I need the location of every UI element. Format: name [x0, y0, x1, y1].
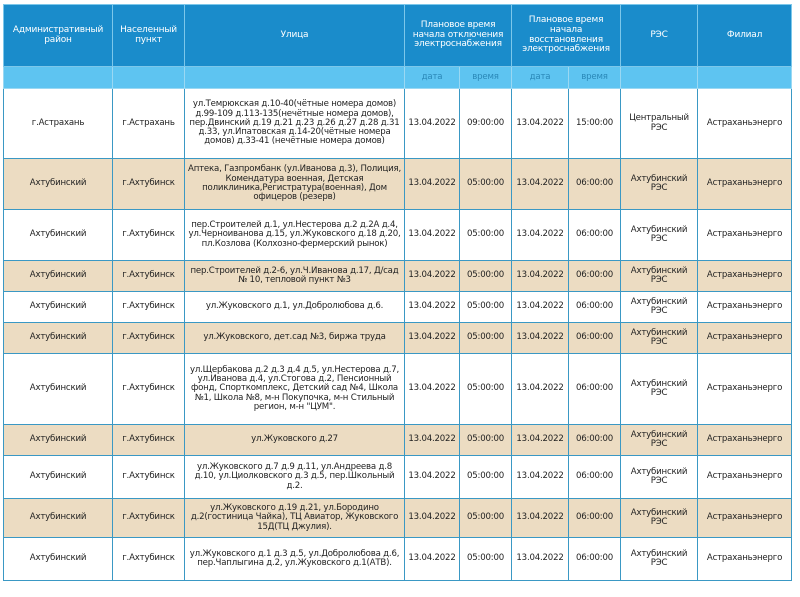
res-cell: Ахтубинский РЭС [621, 292, 698, 323]
subheader-on-time: время [569, 67, 621, 89]
res-cell: Ахтубинский РЭС [621, 354, 698, 425]
locality-cell: г.Ахтубинск [113, 425, 185, 456]
on-time-cell: 06:00:00 [569, 425, 621, 456]
off-date-cell: 13.04.2022 [405, 261, 460, 292]
table-row [4, 499, 792, 538]
off-date-cell: 13.04.2022 [405, 292, 460, 323]
subheader-empty [4, 67, 113, 89]
street-cell: ул.Темрюкская д.10-40(чётные номера домов) д.99-109 д.113-135(нечётные номера домов), пер.Двинский д.19 д.21 д.23 д.26 д.27 д.28 д.31 д.33, ул.Ипатовская д.14-20(чётные номера домов) д.33-41 (нечётные номера домов) [185, 89, 405, 159]
off-date-cell: 13.04.2022 [405, 159, 460, 210]
district-cell: Ахтубинский [4, 354, 113, 425]
off-time-cell: 05:00:00 [460, 456, 512, 499]
street-cell: пер.Строителей д.2-6, ул.Ч.Иванова д.17, Д/сад № 10, тепловой пункт №3 [185, 261, 405, 292]
subheader-off-time: время [460, 67, 512, 89]
branch-cell: Астраханьэнерго [698, 425, 792, 456]
district-cell: Ахтубинский [4, 425, 113, 456]
header-street: Улица [185, 5, 405, 67]
off-date-cell: 13.04.2022 [405, 323, 460, 354]
on-date-cell: 13.04.2022 [512, 323, 569, 354]
subheader-empty [113, 67, 185, 89]
res-cell: Ахтубинский РЭС [621, 499, 698, 538]
district-cell: Ахтубинский [4, 538, 113, 581]
res-cell: Ахтубинский РЭС [621, 538, 698, 581]
branch-cell: Астраханьэнерго [698, 159, 792, 210]
locality-cell: г.Ахтубинск [113, 210, 185, 261]
res-cell: Ахтубинский РЭС [621, 456, 698, 499]
subheader-empty [621, 67, 698, 89]
street-cell: ул.Щербакова д.2 д.3 д.4 д.5, ул.Нестерова д.7, ул.Иванова д.4, ул.Стогова д.2, Пенсионный фонд, Спорткомплекс, Детский сад №4, Школа №1, Школа №8, м-н Покупочка, м-н Стильный регион, м-н "ЦУМ". [185, 354, 405, 425]
street-cell: ул.Жуковского д.1 д.3 д.5, ул.Добролюбова д.6, пер.Чаплыгина д.2, ул.Жуковского д.1(АТВ). [185, 538, 405, 581]
locality-cell: г.Астрахань [113, 89, 185, 159]
street-cell: ул.Жуковского, дет.сад №3, биржа труда [185, 323, 405, 354]
off-time-cell: 05:00:00 [460, 210, 512, 261]
off-date-cell: 13.04.2022 [405, 210, 460, 261]
subheader-on-date: дата [512, 67, 569, 89]
district-cell: Ахтубинский [4, 159, 113, 210]
table-row [4, 456, 792, 499]
outage-table [3, 4, 792, 581]
off-time-cell: 05:00:00 [460, 354, 512, 425]
table-row [4, 89, 792, 159]
locality-cell: г.Ахтубинск [113, 456, 185, 499]
street-cell: ул.Жуковского д.7 д.9 д.11, ул.Андреева д.8 д.10, ул.Циолковского д.3 д.5, пер.Школьный д.2. [185, 456, 405, 499]
subheader-empty [185, 67, 405, 89]
on-time-cell: 06:00:00 [569, 499, 621, 538]
res-cell: Ахтубинский РЭС [621, 261, 698, 292]
on-date-cell: 13.04.2022 [512, 159, 569, 210]
district-cell: Ахтубинский [4, 210, 113, 261]
off-time-cell: 09:00:00 [460, 89, 512, 159]
off-time-cell: 05:00:00 [460, 425, 512, 456]
on-time-cell: 06:00:00 [569, 456, 621, 499]
table-row [4, 425, 792, 456]
header-off-time: Плановое время начала отключения электроснабжения [405, 5, 512, 67]
on-time-cell: 06:00:00 [569, 292, 621, 323]
on-date-cell: 13.04.2022 [512, 261, 569, 292]
on-time-cell: 06:00:00 [569, 323, 621, 354]
on-time-cell: 06:00:00 [569, 354, 621, 425]
res-cell: Ахтубинский РЭС [621, 425, 698, 456]
district-cell: Ахтубинский [4, 261, 113, 292]
street-cell: ул.Жуковского д.1, ул.Добролюбова д.6. [185, 292, 405, 323]
res-cell: Центральный РЭС [621, 89, 698, 159]
street-cell: Аптека, Газпромбанк (ул.Иванова д.3), Полиция, Комендатура военная, Детская поликлиника,Регистратура(военная), Дом офицеров (резерв) [185, 159, 405, 210]
on-time-cell: 15:00:00 [569, 89, 621, 159]
locality-cell: г.Ахтубинск [113, 159, 185, 210]
branch-cell: Астраханьэнерго [698, 538, 792, 581]
on-time-cell: 06:00:00 [569, 159, 621, 210]
off-time-cell: 05:00:00 [460, 159, 512, 210]
off-time-cell: 05:00:00 [460, 323, 512, 354]
on-date-cell: 13.04.2022 [512, 538, 569, 581]
locality-cell: г.Ахтубинск [113, 261, 185, 292]
street-cell: ул.Жуковского д.19 д.21, ул.Бородино д.2(гостиница Чайка), ТЦ Авиатор, Жуковского 15Д(ТЦ Джулия). [185, 499, 405, 538]
district-cell: Ахтубинский [4, 456, 113, 499]
off-time-cell: 05:00:00 [460, 292, 512, 323]
locality-cell: г.Ахтубинск [113, 292, 185, 323]
district-cell: г.Астрахань [4, 89, 113, 159]
district-cell: Ахтубинский [4, 323, 113, 354]
branch-cell: Астраханьэнерго [698, 89, 792, 159]
branch-cell: Астраханьэнерго [698, 323, 792, 354]
table-row [4, 323, 792, 354]
off-date-cell: 13.04.2022 [405, 89, 460, 159]
table-row [4, 159, 792, 210]
street-cell: пер.Строителей д.1, ул.Нестерова д.2 д.2А д.4, ул.Черноиванова д.15, ул.Жуковского д.18 д.20, пл.Козлова (Колхозно-фермерский рынок) [185, 210, 405, 261]
off-date-cell: 13.04.2022 [405, 499, 460, 538]
branch-cell: Астраханьэнерго [698, 210, 792, 261]
header-district: Административный район [4, 5, 113, 67]
on-date-cell: 13.04.2022 [512, 210, 569, 261]
on-date-cell: 13.04.2022 [512, 89, 569, 159]
locality-cell: г.Ахтубинск [113, 323, 185, 354]
on-date-cell: 13.04.2022 [512, 425, 569, 456]
locality-cell: г.Ахтубинск [113, 499, 185, 538]
district-cell: Ахтубинский [4, 499, 113, 538]
table-row [4, 261, 792, 292]
table-row [4, 292, 792, 323]
subheader-off-date: дата [405, 67, 460, 89]
res-cell: Ахтубинский РЭС [621, 210, 698, 261]
branch-cell: Астраханьэнерго [698, 354, 792, 425]
subheader-empty [698, 67, 792, 89]
on-time-cell: 06:00:00 [569, 210, 621, 261]
off-date-cell: 13.04.2022 [405, 425, 460, 456]
off-date-cell: 13.04.2022 [405, 456, 460, 499]
table-row [4, 538, 792, 581]
on-date-cell: 13.04.2022 [512, 456, 569, 499]
res-cell: Ахтубинский РЭС [621, 159, 698, 210]
locality-cell: г.Ахтубинск [113, 354, 185, 425]
branch-cell: Астраханьэнерго [698, 499, 792, 538]
table-row [4, 210, 792, 261]
off-time-cell: 05:00:00 [460, 499, 512, 538]
district-cell: Ахтубинский [4, 292, 113, 323]
on-time-cell: 06:00:00 [569, 538, 621, 581]
off-date-cell: 13.04.2022 [405, 354, 460, 425]
header-restore-time: Плановое время начала восстановления электроснабжения [512, 5, 621, 67]
off-date-cell: 13.04.2022 [405, 538, 460, 581]
header-locality: Населенный пункт [113, 5, 185, 67]
res-cell: Ахтубинский РЭС [621, 323, 698, 354]
off-time-cell: 05:00:00 [460, 261, 512, 292]
on-date-cell: 13.04.2022 [512, 499, 569, 538]
on-date-cell: 13.04.2022 [512, 354, 569, 425]
header-res: РЭС [621, 5, 698, 67]
on-time-cell: 06:00:00 [569, 261, 621, 292]
branch-cell: Астраханьэнерго [698, 456, 792, 499]
header-branch: Филиал [698, 5, 792, 67]
locality-cell: г.Ахтубинск [113, 538, 185, 581]
table-row [4, 354, 792, 425]
branch-cell: Астраханьэнерго [698, 292, 792, 323]
street-cell: ул.Жуковского д.27 [185, 425, 405, 456]
on-date-cell: 13.04.2022 [512, 292, 569, 323]
branch-cell: Астраханьэнерго [698, 261, 792, 292]
off-time-cell: 05:00:00 [460, 538, 512, 581]
